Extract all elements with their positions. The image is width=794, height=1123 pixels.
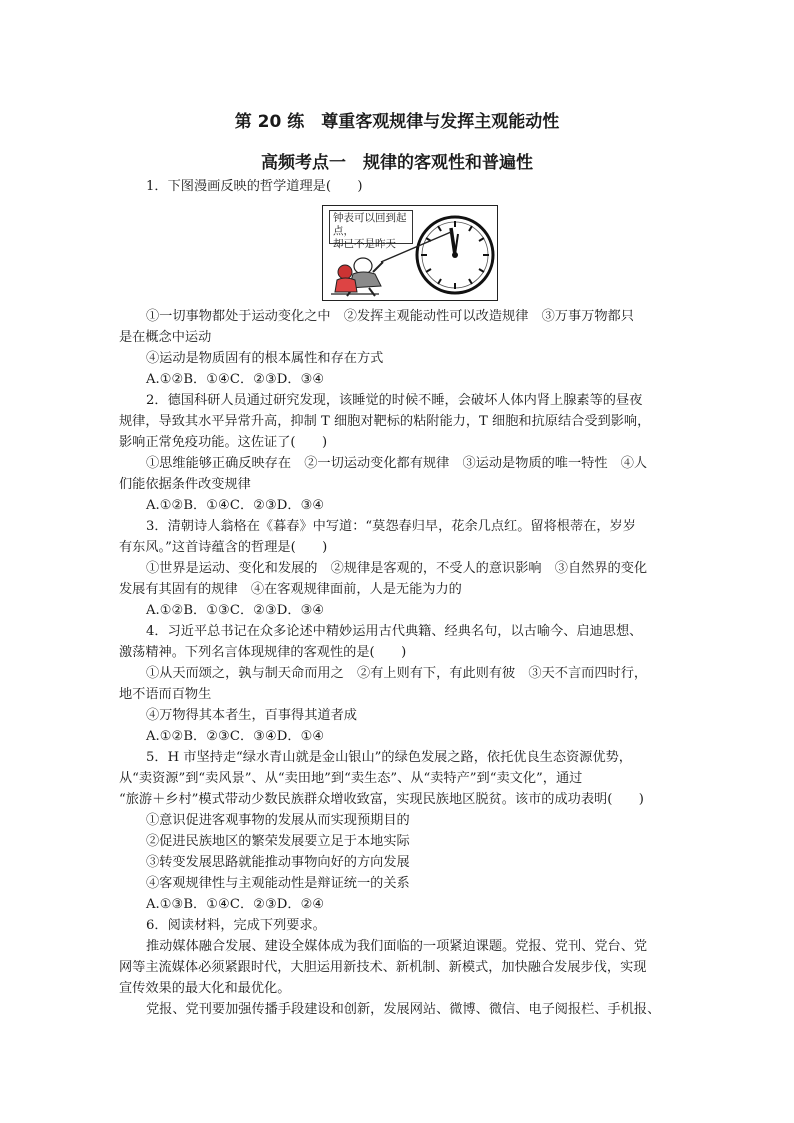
text-line: ④万物得其本者生，百事得其道者成 [146, 708, 357, 723]
text-line: 党报、党刊要加强传播手段建设和创新，发展网站、微博、微信、电子阅报栏、手机报、 [146, 1002, 661, 1017]
text-line: “旅游＋乡村”模式带动少数民族群众增收致富，实现民族地区脱贫。该市的成功表明( ) [119, 792, 644, 807]
text-line: A.①②B．①④C．②③D．③④ [146, 372, 325, 387]
cartoon-caption-line2: 却已不是昨天 [333, 238, 396, 250]
text-line: A.①②B．②③C．③④D．①④ [146, 729, 325, 744]
text-line: 2．德国科研人员通过研究发现，该睡觉的时候不睡，会破坏人体内肾上腺素等的昼夜 [146, 393, 643, 408]
text-line: A.①②B．①④C．②③D．③④ [146, 498, 325, 513]
text-line: 3．清朝诗人翁格在《暮春》中写道：“莫怨春归早，花余几点红。留将根蒂在，岁岁 [146, 519, 636, 534]
text-line: 宣传效果的最大化和最优化。 [119, 981, 291, 996]
text-line: 们能依据条件改变规律 [119, 477, 251, 492]
text-line: 地不语而百物生 [119, 687, 212, 702]
text-line: 是在概念中运动 [119, 330, 212, 345]
text-line: ①从天而颂之，孰与制天命而用之 ②有上则有下，有此则有彼 ③天不言而四时行， [146, 666, 648, 681]
text-line: ②促进民族地区的繁荣发展要立足于本地实际 [146, 834, 410, 849]
text-line: 推动媒体融合发展、建设全媒体成为我们面临的一项紧迫课题。党报、党刊、党台、党 [146, 939, 648, 954]
text-line: 从“卖资源”到“卖风景”、从“卖田地”到“卖生态”、从“卖特产”到“卖文化”，通过 [119, 771, 583, 786]
text-line: ④运动是物质固有的根本属性和存在方式 [146, 351, 384, 366]
text-line: A.①②B．①③C．②③D．③④ [146, 603, 325, 618]
text-line: 6．阅读材料，完成下列要求。 [146, 918, 326, 933]
text-line: 规律，导致其水平异常升高，抑制 T 细胞对靶标的粘附能力，T 细胞和抗原结合受到影响， [119, 414, 651, 429]
text-line: A.①③B．①④C．②③D．②④ [146, 897, 325, 912]
text-line: 激荡精神。下列名言体现规律的客观性的是( ) [119, 645, 407, 660]
text-line: ①世界是运动、变化和发展的 ②规律是客观的，不受人的意识影响 ③自然界的变化 [146, 561, 648, 576]
text-line: 网等主流媒体必须紧跟时代，大胆运用新技术、新机制、新模式，加快融合发展步伐，实现 [119, 960, 647, 975]
cartoon-figure [322, 205, 498, 301]
text-line: 5．H 市坚持走“绿水青山就是金山银山”的绿色发展之路，依托优良生态资源优势， [146, 750, 632, 765]
text-line: ④客观规律性与主观能动性是辩证统一的关系 [146, 876, 410, 891]
clock-cartoon-icon [323, 206, 497, 300]
cartoon-caption-line1: 钟表可以回到起点， [333, 212, 407, 237]
section-heading: 高频考点一 规律的客观性和普遍性 [261, 153, 533, 173]
text-line: 有东风。”这首诗蕴含的哲理是( ) [119, 540, 328, 555]
text-line: ①意识促进客观事物的发展从而实现预期目的 [146, 813, 410, 828]
text-line: 4．习近平总书记在众多论述中精妙运用古代典籍、经典名句，以古喻今、启迪思想、 [146, 624, 643, 639]
page-title: 第 20 练 尊重客观规律与发挥主观能动性 [234, 112, 560, 132]
text-line: 1．下图漫画反映的哲学道理是( ) [146, 179, 363, 194]
text-line: ③转变发展思路就能推动事物向好的方向发展 [146, 855, 410, 870]
text-line: ①思维能够正确反映存在 ②一切运动变化都有规律 ③运动是物质的唯一特性 ④人 [146, 456, 648, 471]
text-line: 影响正常免疫功能。这佐证了( ) [119, 435, 328, 450]
text-line: 发展有其固有的规律 ④在客观规律面前，人是无能为力的 [119, 582, 462, 597]
text-line: ①一切事物都处于运动变化之中 ②发挥主观能动性可以改造规律 ③万事万物都只 [146, 309, 634, 324]
